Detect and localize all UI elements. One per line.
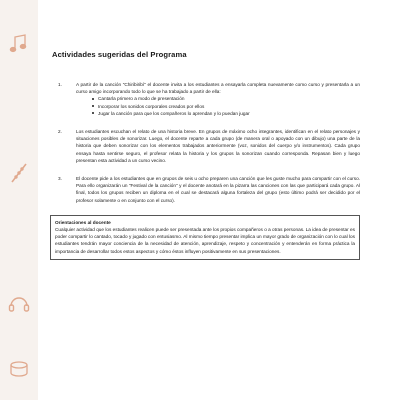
guidance-text: Cualquier actividad que los estudiantes realicen puede ser presentada ante los propios compañeros o a otras personas. La idea de presentar es poder compartir lo cantado, tocado y jugado con entusiasmo. Al mismo tiempo presentar implica un mayor grado de organización con lo cual los estudiantes tendrán mayor conciencia de la necesidad de atención, aprendizaje, respeto y concentración y entenderán en forma práctica la importancia de desarrollar todos estos aspectos y cómo éstos influyen positivamente en sus presentaciones. [55, 227, 355, 254]
drum-icon [6, 355, 32, 381]
page-title: Actividades sugeridas del Programa [52, 50, 187, 59]
teacher-guidance-box [50, 215, 360, 260]
activity-item [58, 81, 360, 117]
list-item: Jugar la canción para que los compañeros lo aprendan y lo puedan jugar [98, 110, 360, 117]
activity-item [58, 128, 360, 164]
item-text: Los estudiantes escuchan el relato de una historia breve. En grupos de máximo ocho integrantes, identifican en el relato personajes y situaciones posibles de sonorizar. Luego, el docente reparte a cada grupo (de manera oral o apoyado con un dibujo) una parte de la historia que deben sonorizar con los elementos trabajados anteriormente (voz, sonidos del cuerpo y/o instrumentos). Cada grupo ensaya hasta sentirse seguro, el profesor relata la historia y los grupos la sonorizan cuando corresponda. Repasan bien y luego presentan esta actividad a un curso vecino. [76, 129, 360, 163]
item-text: A partir de la canción "Chiribiribí" el docente invita a los estudiantes a ensayarla completa nuevamente como curso y presentarla a un curso amigo incorporando todo lo que se ha trabajado a partir de ella: [76, 82, 360, 95]
item-text: El docente pide a los estudiantes que en grupos de seis u ocho preparen una canción que les guste mucho para compartir con el curso. Para ello organizarán un "Festival de la canción" y el docente anotará en la pizarra las canciones con las que participará cada grupo. Al final, todos los grupos reciben un diploma en el cual se destacará alguna fortaleza del grupo (esto último podrá ser decidido por el profesor solamente o en conjunto con el curso). [76, 176, 360, 203]
item-number: 1. [58, 82, 62, 87]
activity-item [58, 175, 360, 204]
guidance-heading: Orientaciones al docente [55, 219, 111, 225]
bullet-list [76, 95, 360, 117]
headphones-icon [6, 290, 32, 316]
music-note-icon [6, 30, 32, 56]
flute-icon [6, 160, 32, 186]
document-body [50, 50, 360, 260]
item-number: 3. [58, 176, 62, 182]
item-number: 2. [58, 129, 62, 135]
decorative-sidebar [0, 0, 38, 400]
list-item: Cantarla primero a modo de presentación [98, 95, 360, 102]
list-item: Incorporar los sonidos corporales creados por ellos [98, 103, 360, 110]
